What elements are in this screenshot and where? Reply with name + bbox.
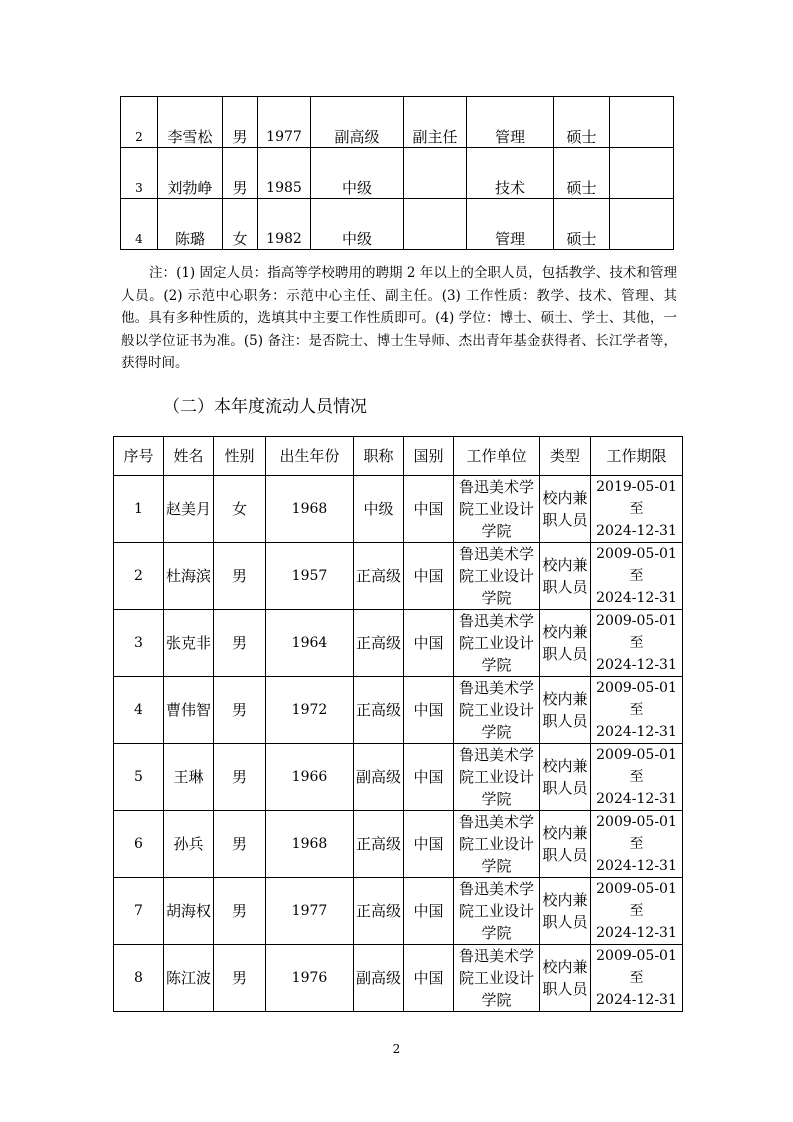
period-start: 2009-05-01 xyxy=(596,747,677,763)
row-country: 中国 xyxy=(404,677,454,744)
period-to: 至 xyxy=(629,970,644,986)
row-type: 校内兼职人员 xyxy=(540,610,591,677)
row-degree: 硕士 xyxy=(554,199,610,250)
row-no: 3 xyxy=(114,610,164,677)
col-header-unit: 工作单位 xyxy=(454,437,540,476)
row-country: 中国 xyxy=(404,744,454,811)
row-gender: 男 xyxy=(214,744,266,811)
row-no: 5 xyxy=(114,744,164,811)
row-name: 李雪松 xyxy=(158,97,223,148)
row-period xyxy=(591,811,683,878)
period-start: 2009-05-01 xyxy=(596,680,677,696)
row-nature: 管理 xyxy=(467,97,554,148)
row-period xyxy=(591,744,683,811)
period-end: 2024-12-31 xyxy=(596,791,677,807)
table-row xyxy=(121,97,674,148)
row-gender: 男 xyxy=(214,610,266,677)
row-no: 2 xyxy=(114,543,164,610)
row-name: 张克非 xyxy=(164,610,214,677)
row-unit: 鲁迅美术学院工业设计学院 xyxy=(454,811,540,878)
row-period xyxy=(591,878,683,945)
period-end: 2024-12-31 xyxy=(596,590,677,606)
col-header-name: 姓名 xyxy=(164,437,214,476)
row-unit: 鲁迅美术学院工业设计学院 xyxy=(454,677,540,744)
row-type: 校内兼职人员 xyxy=(540,543,591,610)
row-gender: 女 xyxy=(214,476,266,543)
row-birth: 1972 xyxy=(266,677,354,744)
row-title: 副高级 xyxy=(311,97,404,148)
period-to: 至 xyxy=(629,702,644,718)
table-row xyxy=(114,878,683,945)
row-country: 中国 xyxy=(404,476,454,543)
period-end: 2024-12-31 xyxy=(596,657,677,673)
row-no: 2 xyxy=(121,97,158,148)
col-header-birth: 出生年份 xyxy=(266,437,354,476)
row-no: 3 xyxy=(121,148,158,199)
col-header-type: 类型 xyxy=(540,437,591,476)
row-name: 曹伟智 xyxy=(164,677,214,744)
row-birth: 1968 xyxy=(266,811,354,878)
row-gender: 男 xyxy=(214,677,266,744)
page-number: 2 xyxy=(392,1042,401,1056)
row-nature: 管理 xyxy=(467,199,554,250)
row-type: 校内兼职人员 xyxy=(540,677,591,744)
period-end: 2024-12-31 xyxy=(596,858,677,874)
row-period xyxy=(591,476,683,543)
row-gender: 男 xyxy=(214,945,266,1012)
row-remark xyxy=(610,97,674,148)
row-title: 正高级 xyxy=(354,610,404,677)
table-row xyxy=(114,677,683,744)
period-to: 至 xyxy=(629,769,644,785)
col-header-no: 序号 xyxy=(114,437,164,476)
row-country: 中国 xyxy=(404,878,454,945)
period-to: 至 xyxy=(629,568,644,584)
row-no: 7 xyxy=(114,878,164,945)
row-name: 陈璐 xyxy=(158,199,223,250)
col-header-title: 职称 xyxy=(354,437,404,476)
row-degree: 硕士 xyxy=(554,97,610,148)
period-start: 2009-05-01 xyxy=(596,881,677,897)
row-nature: 技术 xyxy=(467,148,554,199)
row-title: 正高级 xyxy=(354,543,404,610)
row-gender: 男 xyxy=(223,97,258,148)
period-end: 2024-12-31 xyxy=(596,925,677,941)
row-no: 6 xyxy=(114,811,164,878)
table-header-row xyxy=(114,437,683,476)
row-name: 赵美月 xyxy=(164,476,214,543)
row-type: 校内兼职人员 xyxy=(540,476,591,543)
period-end: 2024-12-31 xyxy=(596,724,677,740)
table-row xyxy=(121,148,674,199)
row-title: 中级 xyxy=(311,148,404,199)
row-no: 1 xyxy=(114,476,164,543)
table-row xyxy=(114,610,683,677)
row-birth: 1976 xyxy=(266,945,354,1012)
period-start: 2009-05-01 xyxy=(596,613,677,629)
row-title: 正高级 xyxy=(354,811,404,878)
row-period xyxy=(591,945,683,1012)
table-row xyxy=(114,543,683,610)
row-name: 陈江波 xyxy=(164,945,214,1012)
row-gender: 女 xyxy=(223,199,258,250)
period-start: 2009-05-01 xyxy=(596,546,677,562)
row-birth: 1964 xyxy=(266,610,354,677)
row-unit: 鲁迅美术学院工业设计学院 xyxy=(454,543,540,610)
period-to: 至 xyxy=(629,635,644,651)
row-country: 中国 xyxy=(404,811,454,878)
row-no: 4 xyxy=(121,199,158,250)
row-period xyxy=(591,543,683,610)
period-start: 2019-05-01 xyxy=(596,479,677,495)
row-gender: 男 xyxy=(214,543,266,610)
row-title: 中级 xyxy=(311,199,404,250)
table-note: 注：(1) 固定人员：指高等学校聘用的聘期 2 年以上的全职人员，包括教学、技术和管理人员。(2) 示范中心职务：示范中心主任、副主任。(3) 工作性质：教学、技术、管理、其他。具有多种性质的，选填其中主要工作性质即可。(4) 学位：博士、硕士、学士、其他，一般以学位证书为准。(5) 备注：是否院士、博士生导师、杰出青年基金获得者、长江学者等，获得时间。 xyxy=(121,265,677,371)
section-heading: （二）本年度流动人员情况 xyxy=(163,397,367,417)
row-unit: 鲁迅美术学院工业设计学院 xyxy=(454,610,540,677)
row-unit: 鲁迅美术学院工业设计学院 xyxy=(454,476,540,543)
row-name: 杜海滨 xyxy=(164,543,214,610)
row-title: 正高级 xyxy=(354,878,404,945)
row-remark xyxy=(610,148,674,199)
row-unit: 鲁迅美术学院工业设计学院 xyxy=(454,878,540,945)
row-title: 中级 xyxy=(354,476,404,543)
row-period xyxy=(591,610,683,677)
row-birth: 1968 xyxy=(266,476,354,543)
row-position xyxy=(404,199,467,250)
visiting-staff-table xyxy=(113,436,683,1012)
row-no: 8 xyxy=(114,945,164,1012)
row-degree: 硕士 xyxy=(554,148,610,199)
row-birth: 1982 xyxy=(258,199,311,250)
row-type: 校内兼职人员 xyxy=(540,811,591,878)
table-row xyxy=(114,744,683,811)
row-name: 胡海权 xyxy=(164,878,214,945)
row-country: 中国 xyxy=(404,543,454,610)
table-row xyxy=(114,945,683,1012)
row-type: 校内兼职人员 xyxy=(540,945,591,1012)
period-end: 2024-12-31 xyxy=(596,992,677,1008)
row-country: 中国 xyxy=(404,945,454,1012)
row-unit: 鲁迅美术学院工业设计学院 xyxy=(454,744,540,811)
period-end: 2024-12-31 xyxy=(596,523,677,539)
table-row xyxy=(114,811,683,878)
period-to: 至 xyxy=(629,501,644,517)
row-gender: 男 xyxy=(214,811,266,878)
row-no: 4 xyxy=(114,677,164,744)
period-to: 至 xyxy=(629,903,644,919)
row-title: 副高级 xyxy=(354,945,404,1012)
row-birth: 1985 xyxy=(258,148,311,199)
row-gender: 男 xyxy=(223,148,258,199)
row-birth: 1977 xyxy=(258,97,311,148)
row-title: 副高级 xyxy=(354,744,404,811)
table-row xyxy=(121,199,674,250)
col-header-gender: 性别 xyxy=(214,437,266,476)
period-to: 至 xyxy=(629,836,644,852)
col-header-country: 国别 xyxy=(404,437,454,476)
row-name: 刘勃峥 xyxy=(158,148,223,199)
row-birth: 1966 xyxy=(266,744,354,811)
row-country: 中国 xyxy=(404,610,454,677)
row-gender: 男 xyxy=(214,878,266,945)
row-birth: 1957 xyxy=(266,543,354,610)
row-title: 正高级 xyxy=(354,677,404,744)
row-remark xyxy=(610,199,674,250)
fixed-staff-table xyxy=(120,96,674,250)
row-type: 校内兼职人员 xyxy=(540,744,591,811)
row-position xyxy=(404,148,467,199)
row-position: 副主任 xyxy=(404,97,467,148)
row-name: 孙兵 xyxy=(164,811,214,878)
row-birth: 1977 xyxy=(266,878,354,945)
period-start: 2009-05-01 xyxy=(596,948,677,964)
period-start: 2009-05-01 xyxy=(596,814,677,830)
row-unit: 鲁迅美术学院工业设计学院 xyxy=(454,945,540,1012)
row-period xyxy=(591,677,683,744)
row-name: 王琳 xyxy=(164,744,214,811)
row-type: 校内兼职人员 xyxy=(540,878,591,945)
table-row xyxy=(114,476,683,543)
col-header-period: 工作期限 xyxy=(591,437,683,476)
